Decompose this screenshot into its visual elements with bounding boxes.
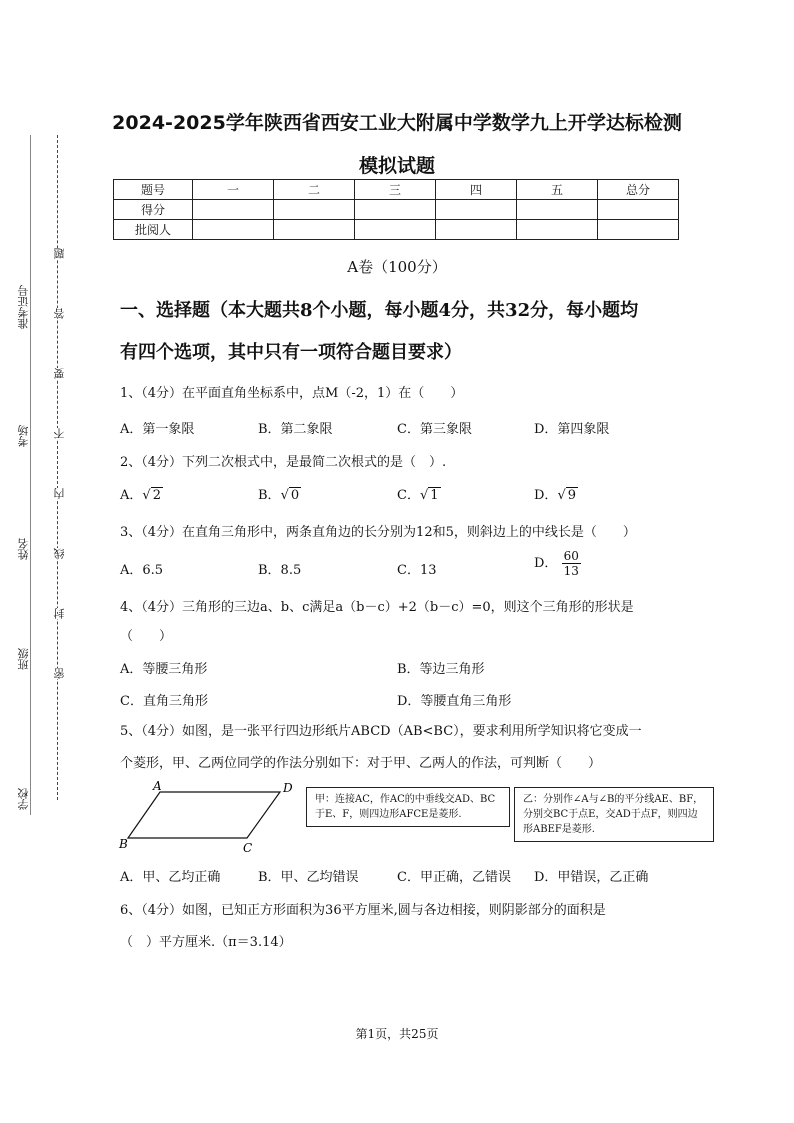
q3-option-d[interactable] xyxy=(534,549,581,578)
q4-option-b[interactable]: B．等边三角形 xyxy=(397,662,485,677)
question-4-stem: 4、（4分）三角形的三边a、b、c满足a（b－c）+2（b－c）=0，则这个三角形的形状是 xyxy=(120,600,634,615)
question-2-stem: 2、（4分）下列二次根式中，是最简二次根式的是（ ）. xyxy=(120,455,447,470)
table-cell: 总分 xyxy=(598,180,679,200)
label-class: 班级 xyxy=(17,648,30,670)
score-cell[interactable] xyxy=(517,200,598,220)
question-1-stem: 1、（4分）在平面直角坐标系中，点M（-2，1）在（ ） xyxy=(120,386,464,401)
q5-option-a[interactable]: A．甲、乙均正确 xyxy=(120,870,221,885)
table-cell: 批阅人 xyxy=(114,220,193,240)
table-cell: 三 xyxy=(355,180,436,200)
table-row xyxy=(114,180,679,200)
score-cell[interactable] xyxy=(436,220,517,240)
score-cell[interactable] xyxy=(193,200,274,220)
question-3-stem: 3、（4分）在直角三角形中，两条直角边的长分别为12和5，则斜边上的中线长是（ ） xyxy=(120,525,636,540)
radicand: 1 xyxy=(430,488,439,503)
q3-option-a[interactable]: A．6.5 xyxy=(120,563,164,578)
section-a-title: A卷（100分） xyxy=(347,258,447,276)
seal-char: 密 xyxy=(53,668,66,679)
q1-option-a[interactable]: A．第一象限 xyxy=(120,422,195,437)
option-label: D． xyxy=(534,556,558,571)
radicand: 0 xyxy=(290,488,300,503)
sqrt-expression: √ 1 xyxy=(419,488,439,503)
seal-char: 题 xyxy=(53,248,66,259)
table-cell: 四 xyxy=(436,180,517,200)
vertex-d-label: D xyxy=(283,781,293,795)
seal-char: 要 xyxy=(53,368,66,379)
q5-option-c[interactable]: C．甲正确，乙错误 xyxy=(397,870,511,885)
option-label: B． xyxy=(258,488,281,503)
q1-option-b[interactable]: B．第二象限 xyxy=(258,422,333,437)
sqrt-expression: √ 0 xyxy=(280,488,300,503)
sqrt-expression: √ 9 xyxy=(557,488,577,503)
seal-char: 答 xyxy=(53,308,66,319)
page-title: 2024-2025学年陕西省西安工业大附属中学数学九上开学达标检测 xyxy=(112,112,682,134)
seal-char: 内 xyxy=(53,488,66,499)
radicand: 2 xyxy=(152,488,161,503)
score-cell[interactable] xyxy=(355,220,436,240)
score-cell[interactable] xyxy=(193,220,274,240)
score-cell[interactable] xyxy=(517,220,598,240)
sqrt-expression: √ 2 xyxy=(142,488,161,503)
q5-option-b[interactable]: B．甲、乙均错误 xyxy=(258,870,359,885)
numerator: 60 xyxy=(563,549,579,563)
radicand: 9 xyxy=(567,488,577,503)
vertex-a-label: A xyxy=(153,779,162,793)
score-cell[interactable] xyxy=(598,220,679,240)
q5-option-d[interactable]: D．甲错误，乙正确 xyxy=(534,870,649,885)
score-cell[interactable] xyxy=(355,200,436,220)
seal-char: 封 xyxy=(53,608,66,619)
option-label: C． xyxy=(397,488,420,503)
q1-option-c[interactable]: C．第三象限 xyxy=(397,422,472,437)
label-exam-room: 考场 xyxy=(17,425,30,447)
seal-char: 不 xyxy=(53,428,66,439)
denominator: 13 xyxy=(563,564,579,578)
vertex-c-label: C xyxy=(243,841,253,853)
question-6-stem-line2: （ ）平方厘米.（π＝3.14） xyxy=(120,935,292,950)
method-yi-box: 乙：分别作∠A与∠B的平分线AE、BF，分别交BC于点E，交AD于点F，则四边形ABEF是菱形. xyxy=(514,787,714,842)
section-heading: 一、选择题（本大题共8个小题，每小题4分，共32分，每小题均 xyxy=(120,300,639,321)
score-cell[interactable] xyxy=(598,200,679,220)
question-5-stem: 5、（4分）如图，是一张平行四边形纸片ABCD（AB<BC），要求利用所学知识将它变成一 xyxy=(120,724,642,739)
q2-option-c[interactable] xyxy=(397,484,441,503)
q2-option-d[interactable] xyxy=(534,484,578,503)
seal-dashed-line xyxy=(57,135,58,800)
table-cell: 题号 xyxy=(114,180,193,200)
fraction xyxy=(562,549,581,578)
table-cell: 二 xyxy=(274,180,355,200)
table-cell: 五 xyxy=(517,180,598,200)
q2-option-a[interactable] xyxy=(120,484,163,503)
table-cell: 一 xyxy=(193,180,274,200)
label-school: 学校 xyxy=(17,788,30,810)
q4-option-d[interactable]: D．等腰直角三角形 xyxy=(397,694,512,709)
option-label: A． xyxy=(120,488,143,503)
score-cell[interactable] xyxy=(436,200,517,220)
q2-option-b[interactable] xyxy=(258,484,301,503)
question-6-stem: 6、（4分）如图，已知正方形面积为36平方厘米,圆与各边相接，则阴影部分的面积是 xyxy=(120,903,606,918)
label-exam-number: 准考证号 xyxy=(17,285,30,329)
parallelogram-figure xyxy=(115,778,300,853)
method-jia-box: 甲：连接AC，作AC的中垂线交AD、BC于E、F，则四边形AFCE是菱形. xyxy=(306,787,510,827)
seal-char: 线 xyxy=(53,548,66,559)
q3-option-b[interactable]: B．8.5 xyxy=(258,563,302,578)
page-footer: 第1页，共25页 xyxy=(355,1027,439,1041)
q4-option-a[interactable]: A．等腰三角形 xyxy=(120,662,208,677)
table-row xyxy=(114,220,679,240)
score-cell[interactable] xyxy=(274,220,355,240)
question-4-stem-line2: （ ） xyxy=(120,629,173,644)
q3-option-c[interactable]: C．13 xyxy=(397,563,437,578)
page-title-line2: 模拟试题 xyxy=(358,155,435,177)
option-label: D． xyxy=(534,488,558,503)
score-table xyxy=(113,179,679,240)
binding-line xyxy=(30,135,31,815)
q4-option-c[interactable]: C．直角三角形 xyxy=(120,694,208,709)
score-cell[interactable] xyxy=(274,200,355,220)
table-row xyxy=(114,200,679,220)
q1-option-d[interactable]: D．第四象限 xyxy=(534,422,610,437)
vertex-b-label: B xyxy=(119,837,128,851)
question-5-stem-line2: 个菱形，甲、乙两位同学的作法分别如下：对于甲、乙两人的作法，可判断（ ） xyxy=(120,756,602,771)
label-name: 姓名 xyxy=(17,538,30,560)
table-cell: 得分 xyxy=(114,200,193,220)
parallelogram-shape xyxy=(128,792,280,838)
section-heading-line2: 有四个选项，其中只有一项符合题目要求） xyxy=(120,342,462,363)
